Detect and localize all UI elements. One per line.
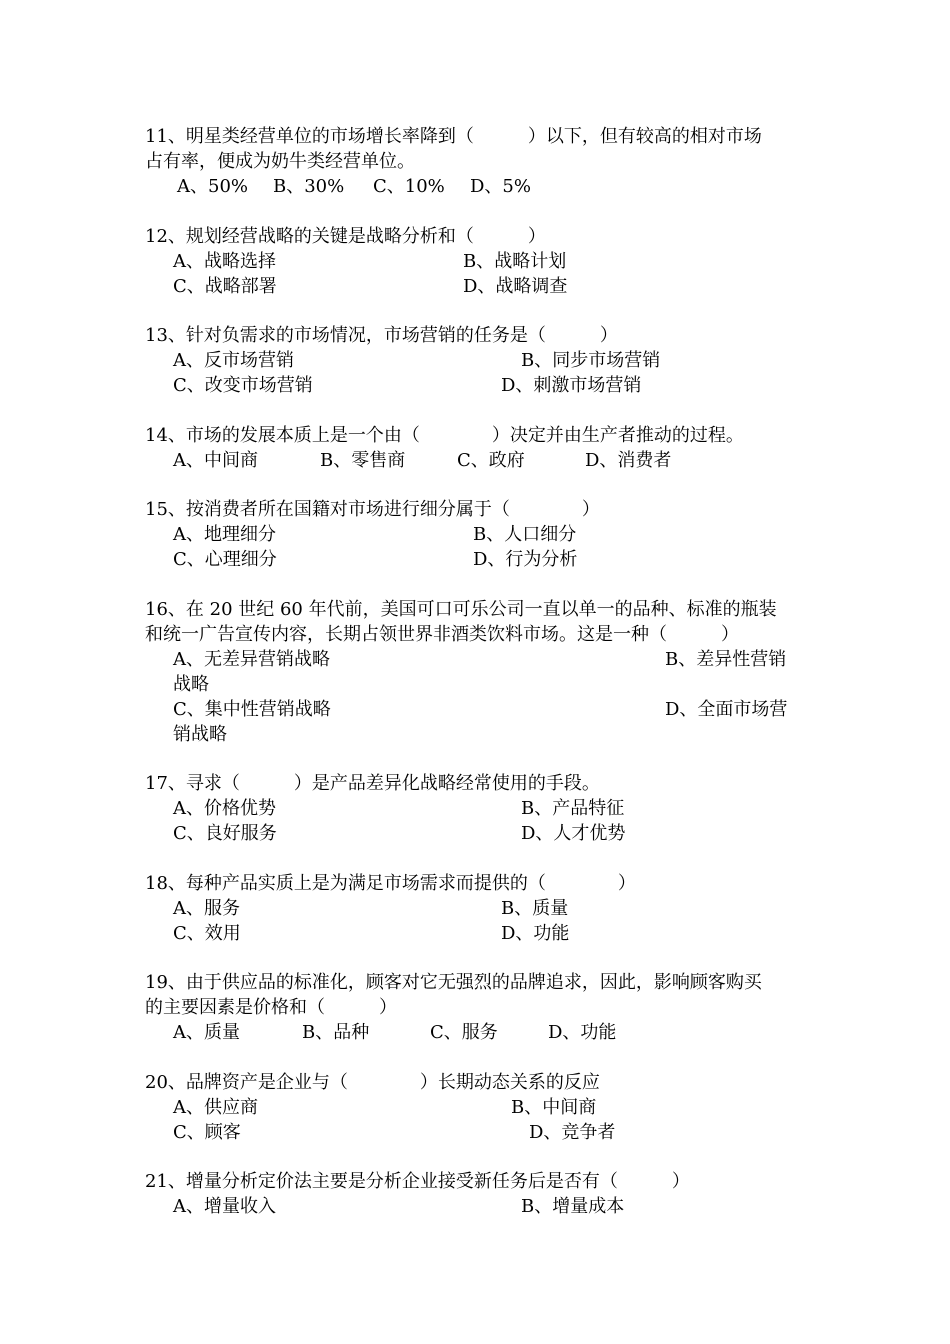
option-row — [145, 821, 800, 846]
question-12 — [145, 224, 800, 299]
option-c: C、战略部署 — [173, 276, 277, 297]
option-b: B、30% — [273, 176, 345, 197]
option-a: A、服务 — [173, 898, 240, 919]
option-c: C、改变市场营销 — [173, 375, 313, 396]
option-d: D、战略调查 — [463, 276, 568, 297]
question-17 — [145, 771, 800, 846]
question-21 — [145, 1169, 800, 1219]
option-continuation — [145, 722, 800, 747]
option-c: C、服务 — [430, 1022, 498, 1043]
question-stem: 12、规划经营战略的关键是战略分析和（ ） — [145, 226, 546, 247]
option-row — [145, 1194, 800, 1219]
question-stem: 18、每种产品实质上是为满足市场需求而提供的（ ） — [145, 873, 636, 894]
option-d: D、5% — [470, 176, 531, 197]
option-c: C、10% — [373, 176, 445, 197]
option-d-wrap: 销战略 — [173, 724, 227, 745]
question-20 — [145, 1070, 800, 1145]
option-row — [145, 373, 800, 398]
option-c: C、良好服务 — [173, 823, 277, 844]
option-row — [145, 1095, 800, 1120]
option-row — [145, 547, 800, 572]
option-d: D、功能 — [548, 1022, 617, 1043]
option-b: B、中间商 — [511, 1097, 597, 1118]
option-a: A、质量 — [173, 1022, 240, 1043]
option-c: C、顾客 — [173, 1122, 241, 1143]
option-row — [145, 348, 800, 373]
option-d: D、人才优势 — [521, 823, 626, 844]
option-row — [145, 448, 800, 473]
question-16 — [145, 597, 800, 747]
question-19 — [145, 970, 800, 1045]
option-c: C、心理细分 — [173, 549, 277, 570]
question-stem: 16、在 20 世纪 60 年代前，美国可口可乐公司一直以单一的品种、标准的瓶装 — [145, 599, 777, 620]
option-continuation — [145, 672, 800, 697]
question-stem: 15、按消费者所在国籍对市场进行细分属于（ ） — [145, 499, 600, 520]
option-b: B、差异性营销 — [665, 649, 787, 670]
option-row — [145, 1020, 800, 1045]
option-d: D、消费者 — [585, 450, 672, 471]
option-b: B、品种 — [302, 1022, 370, 1043]
question-stem: 11、明星类经营单位的市场增长率降到（ ）以下，但有较高的相对市场 — [145, 126, 762, 147]
option-c: C、效用 — [173, 923, 241, 944]
option-a: A、中间商 — [173, 450, 258, 471]
option-d: D、刺激市场营销 — [501, 375, 642, 396]
option-d: D、功能 — [501, 923, 570, 944]
question-13 — [145, 323, 800, 398]
option-row — [145, 249, 800, 274]
question-stem: 13、针对负需求的市场情况，市场营销的任务是（ ） — [145, 325, 618, 346]
option-d: D、全面市场营 — [665, 699, 788, 720]
option-b: B、零售商 — [320, 450, 406, 471]
option-b: B、战略计划 — [463, 251, 567, 272]
question-stem: 占有率，便成为奶牛类经营单位。 — [145, 151, 415, 172]
question-14 — [145, 423, 800, 473]
option-d: D、竞争者 — [529, 1122, 616, 1143]
question-stem: 17、寻求（ ）是产品差异化战略经常使用的手段。 — [145, 773, 600, 794]
question-stem: 14、市场的发展本质上是一个由（ ）决定并由生产者推动的过程。 — [145, 425, 744, 446]
option-a: A、战略选择 — [173, 251, 276, 272]
option-row — [145, 174, 800, 199]
option-b: B、人口细分 — [473, 524, 577, 545]
option-b: B、产品特征 — [521, 798, 625, 819]
question-stem: 的主要因素是价格和（ ） — [145, 997, 397, 1018]
option-a: A、增量收入 — [173, 1196, 276, 1217]
option-c: C、集中性营销战略 — [173, 699, 331, 720]
option-b: B、增量成本 — [521, 1196, 625, 1217]
option-b-wrap: 战略 — [173, 674, 209, 695]
question-11 — [145, 124, 800, 199]
option-row — [145, 796, 800, 821]
question-stem: 21、增量分析定价法主要是分析企业接受新任务后是否有（ ） — [145, 1171, 690, 1192]
option-a: A、价格优势 — [173, 798, 276, 819]
option-row — [145, 697, 800, 722]
option-b: B、同步市场营销 — [521, 350, 661, 371]
question-18 — [145, 871, 800, 946]
option-row — [145, 647, 800, 672]
option-row — [145, 921, 800, 946]
question-stem: 19、由于供应品的标准化，顾客对它无强烈的品牌追求，因此，影响顾客购买 — [145, 972, 762, 993]
option-a: A、50% — [177, 176, 249, 197]
option-a: A、反市场营销 — [173, 350, 294, 371]
option-c: C、政府 — [457, 450, 525, 471]
option-a: A、无差异营销战略 — [173, 649, 330, 670]
option-a: A、地理细分 — [173, 524, 276, 545]
option-row — [145, 274, 800, 299]
option-row — [145, 1120, 800, 1145]
option-row — [145, 522, 800, 547]
option-d: D、行为分析 — [473, 549, 578, 570]
question-stem: 和统一广告宣传内容，长期占领世界非酒类饮料市场。这是一种（ ） — [145, 624, 739, 645]
option-row — [145, 896, 800, 921]
question-15 — [145, 497, 800, 572]
option-a: A、供应商 — [173, 1097, 258, 1118]
option-b: B、质量 — [501, 898, 569, 919]
question-stem: 20、品牌资产是企业与（ ）长期动态关系的反应 — [145, 1072, 600, 1093]
